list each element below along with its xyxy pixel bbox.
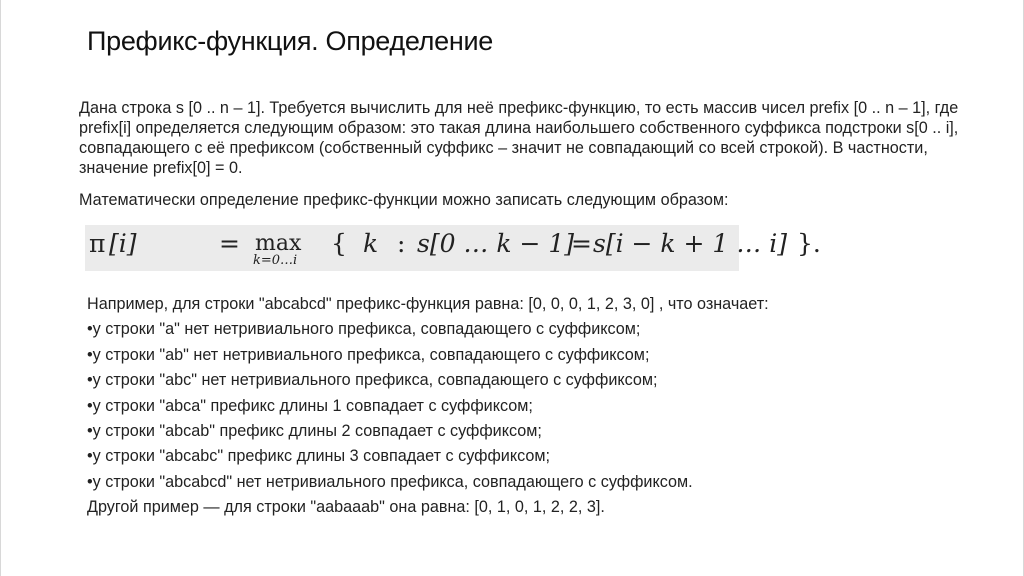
definition-paragraph: Дана строка s [0 .. n – 1]. Требуется вычислить для неё префикс-функцию, то есть массив чисел prefix [0 .. n – 1], где prefix[i] определяется следующим образом: это такая длина наибольшего собственного суффикса подстроки s[0 .. i], совпадающего с её префиксом (собственный суффикс – значит не совпадающий со всей строкой). В частности, значение prefix[0] = 0. bbox=[79, 99, 959, 177]
formula-max-subscript: k=0…i bbox=[253, 253, 298, 268]
list-item: •у строки "abcab" префикс длины 2 совпадает с суффиксом; bbox=[87, 422, 542, 441]
formula-set-close: }. bbox=[797, 229, 821, 258]
formula-k: k bbox=[363, 229, 379, 258]
formula-equals: = bbox=[219, 229, 240, 258]
formula-lhs: s[0 … k − 1] bbox=[417, 229, 575, 258]
list-item: •у строки "abcabc" префикс длины 3 совпадает с суффиксом; bbox=[87, 447, 550, 466]
formula-max: max bbox=[255, 231, 302, 256]
list-item: •у строки "ab" нет нетривиального префикса, совпадающего с суффиксом; bbox=[87, 345, 650, 364]
formula-rhs: s[i − k + 1 … i] bbox=[593, 229, 787, 258]
math-intro-paragraph: Математически определение префикс-функции можно записать следующим образом: bbox=[79, 191, 729, 209]
list-item: •у строки "abcabcd" нет нетривиального префикса, совпадающего с суффиксом. bbox=[87, 472, 693, 491]
formula-equals-2: = bbox=[571, 229, 592, 258]
list-item: •у строки "abc" нет нетривиального префикса, совпадающего с суффиксом; bbox=[87, 371, 658, 390]
prefix-function-formula bbox=[85, 225, 821, 271]
formula-colon: : bbox=[397, 229, 406, 258]
list-item: •у строки "abca" префикс длины 1 совпадает с суффиксом; bbox=[87, 396, 533, 415]
second-example: Другой пример — для строки "aabaaab" она равна: [0, 1, 0, 1, 2, 2, 3]. bbox=[87, 498, 605, 517]
slide-title: Префикс-функция. Определение bbox=[87, 26, 493, 56]
formula-index: [i] bbox=[109, 229, 137, 258]
list-item: •у строки "a" нет нетривиального префикса, совпадающего с суффиксом; bbox=[87, 320, 641, 339]
example-block bbox=[87, 292, 967, 521]
formula-set-open: { bbox=[331, 229, 347, 258]
example-intro: Например, для строки "abcabcd" префикс-функция равна: [0, 0, 0, 1, 2, 3, 0] , что означает: bbox=[87, 295, 769, 313]
formula-pi: π bbox=[89, 229, 106, 258]
